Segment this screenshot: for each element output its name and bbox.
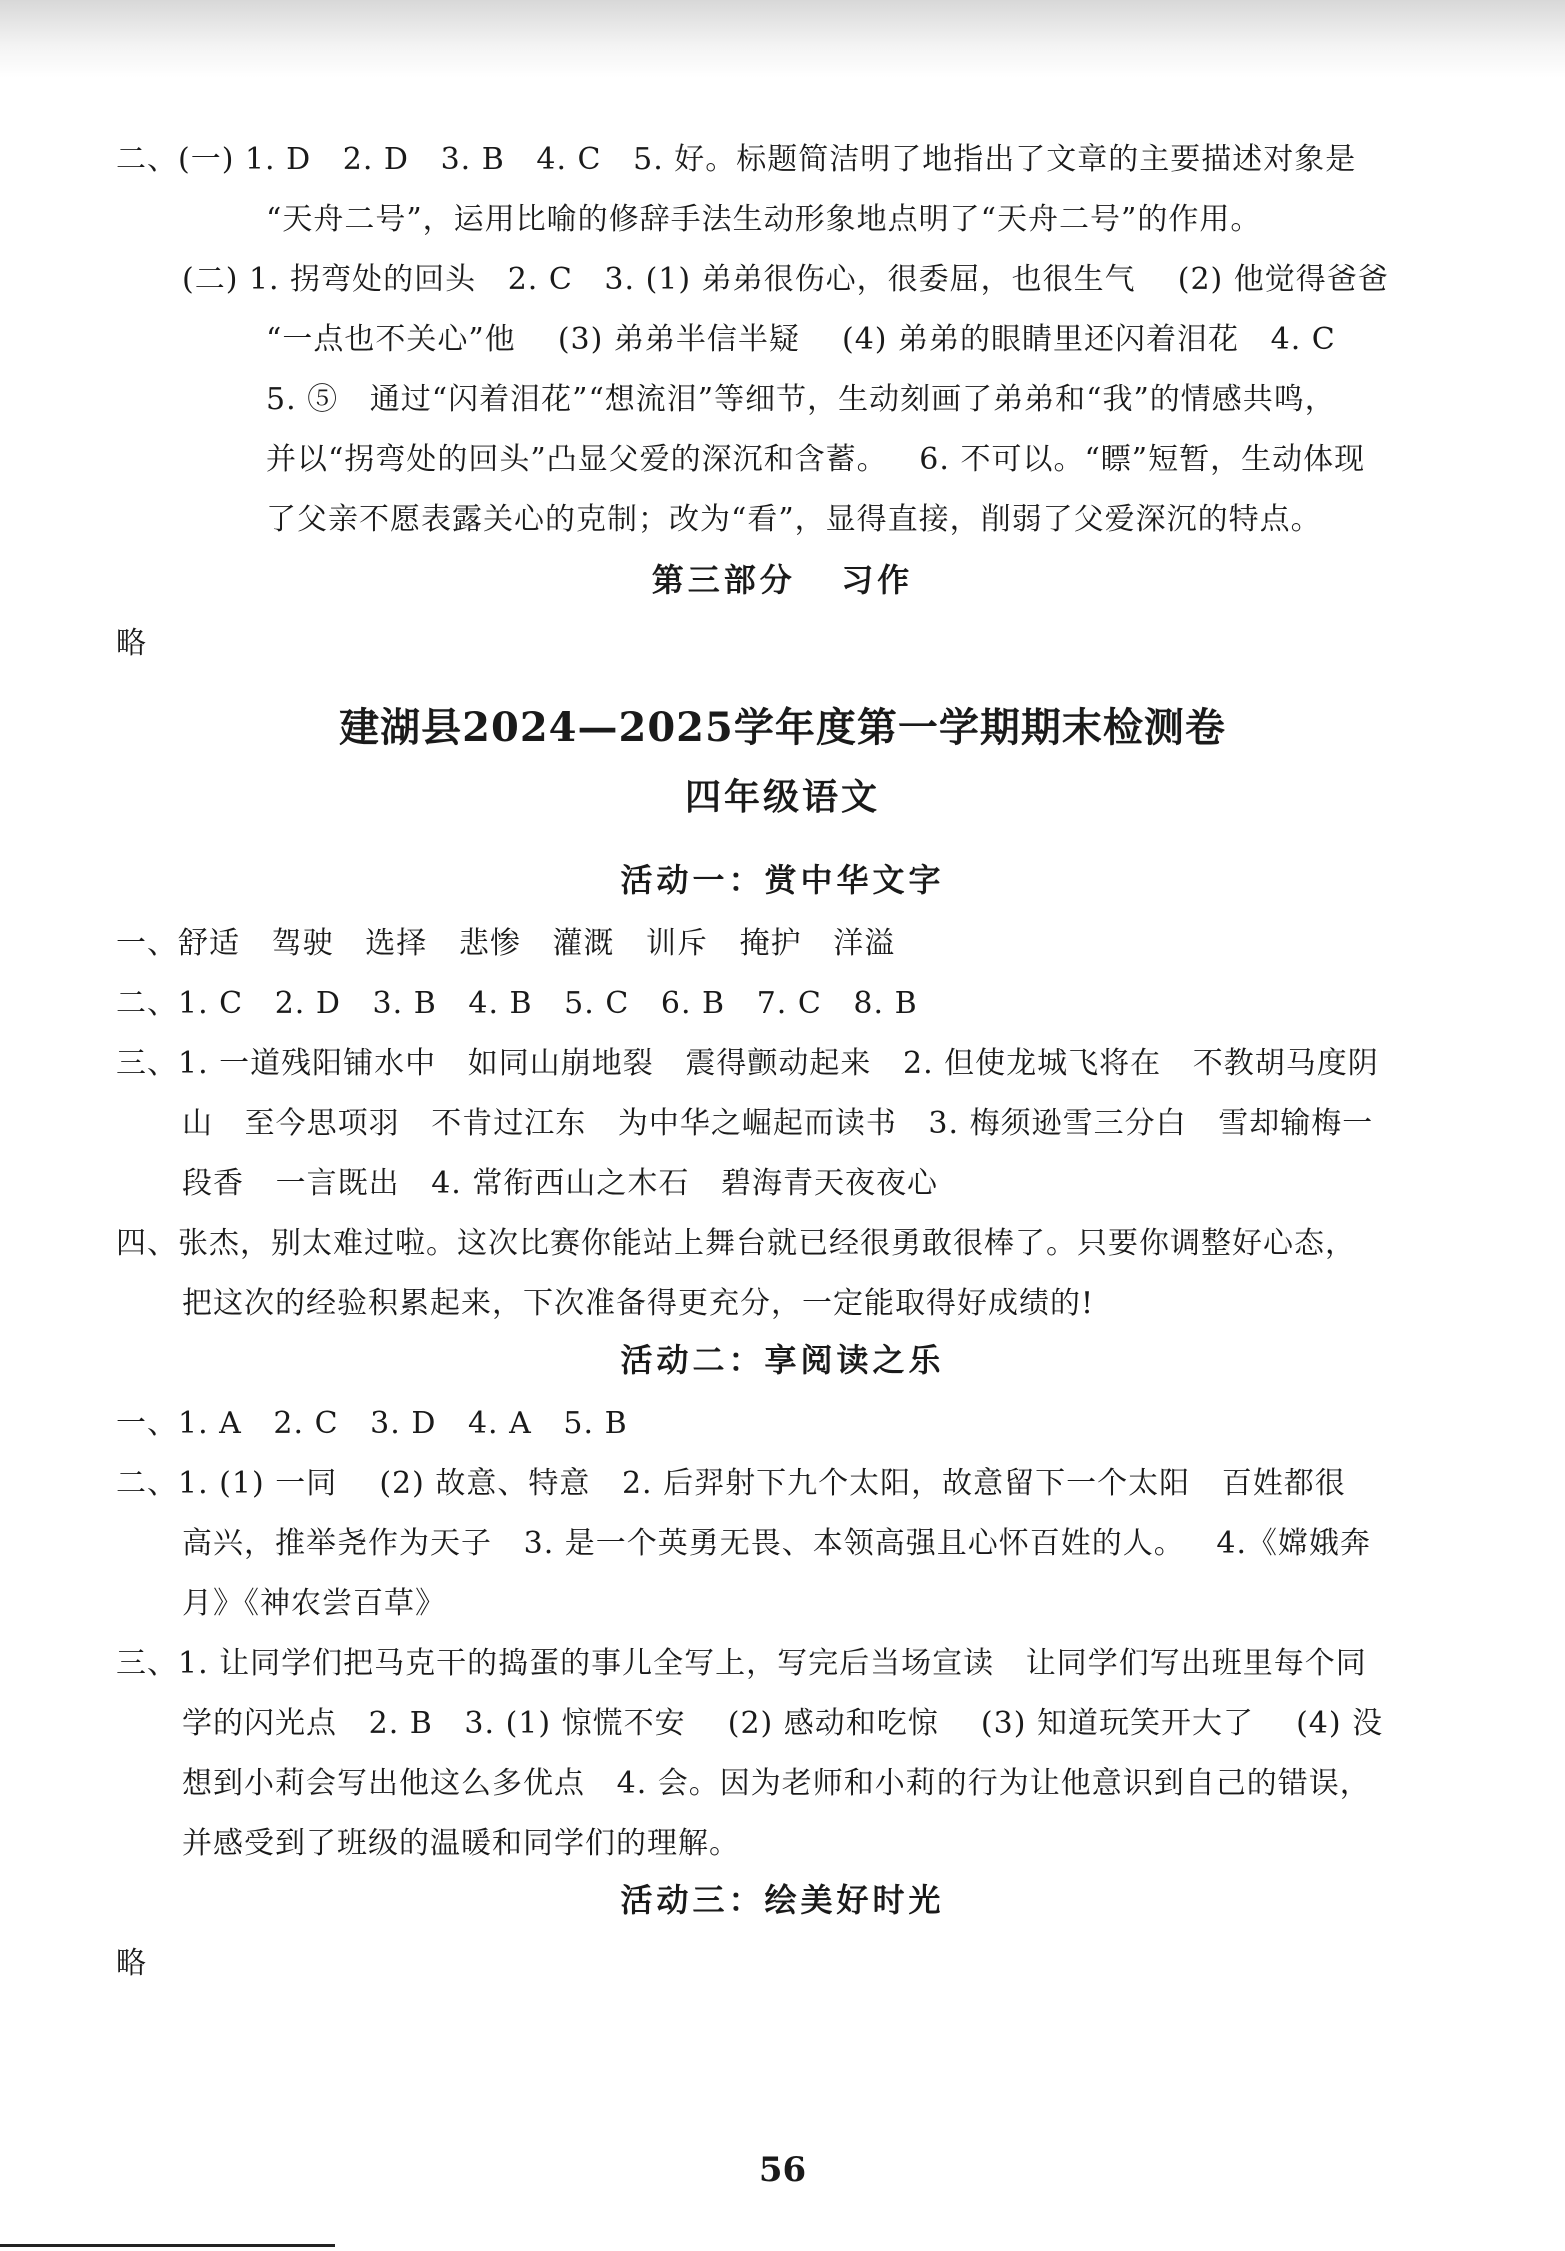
answer-line: 段香 一言既出 4. 常衔西山之木石 碧海青天夜夜心: [182, 1166, 938, 1201]
page-number: 56: [758, 2150, 807, 2190]
answer-line: 了父亲不愿表露关心的克制；改为“看”，显得直接，削弱了父爱深沉的特点。: [266, 502, 1322, 537]
answer-line: 学的闪光点 2. B 3. (1) 惊慌不安 (2) 感动和吃惊 (3) 知道玩笑开大了 (4) 没: [182, 1706, 1384, 1741]
answer-line: 并感受到了班级的温暖和同学们的理解。: [182, 1826, 740, 1861]
activity2-heading: 活动二：享阅读之乐: [620, 1341, 945, 1379]
answer-line: “一点也不关心”他 (3) 弟弟半信半疑 (4) 弟弟的眼睛里还闪着泪花 4. C: [266, 322, 1336, 357]
answer-line: 一、舒适 驾驶 选择 悲惨 灌溉 训斥 掩护 洋溢: [116, 926, 896, 961]
answer-line: (二) 1. 拐弯处的回头 2. C 3. (1) 弟弟很伤心，很委屈，也很生气 (2) 他觉得爸爸: [182, 262, 1389, 297]
exam-subtitle: 四年级语文: [684, 776, 880, 818]
bottom-rule: [0, 2244, 335, 2247]
answer-line: 高兴，推举尧作为天子 3. 是一个英勇无畏、本领高强且心怀百姓的人。 4.《嫦娥奔: [182, 1526, 1371, 1561]
part3-answer: 略: [116, 626, 147, 661]
answer-line: 四、张杰，别太难过啦。这次比赛你能站上舞台就已经很勇敢很棒了。只要你调整好心态，: [116, 1226, 1356, 1261]
exam-title: 建湖县2024—2025学年度第一学期期末检测卷: [339, 704, 1226, 751]
answer-line: “天舟二号”，运用比喻的修辞手法生动形象地点明了“天舟二号”的作用。: [266, 202, 1262, 237]
answer-line: 一、1. A 2. C 3. D 4. A 5. B: [116, 1406, 628, 1441]
answer-line: 二、1. C 2. D 3. B 4. B 5. C 6. B 7. C 8. B: [116, 986, 918, 1021]
activity3-answer: 略: [116, 1946, 147, 1981]
answer-line: 月》《神农尝百草》: [182, 1586, 446, 1621]
answer-line: 5. ⑤ 通过“闪着泪花”“想流泪”等细节，生动刻画了弟弟和“我”的情感共鸣，: [266, 382, 1336, 417]
answer-line: 山 至今思项羽 不肯过江东 为中华之崛起而读书 3. 梅须逊雪三分白 雪却输梅一: [182, 1106, 1374, 1141]
activity3-heading: 活动三：绘美好时光: [620, 1881, 945, 1919]
answer-line: 二、1. (1) 一同 (2) 故意、特意 2. 后羿射下九个太阳，故意留下一个太阳 百姓都很: [116, 1466, 1346, 1501]
answer-line: 想到小莉会写出他这么多优点 4. 会。因为老师和小莉的行为让他意识到自己的错误，: [182, 1766, 1371, 1801]
activity1-heading: 活动一：赏中华文字: [620, 861, 945, 899]
answer-line: 三、1. 让同学们把马克干的捣蛋的事儿全写上，写完后当场宣读 让同学们写出班里每个同: [116, 1646, 1367, 1681]
answer-line: 三、1. 一道残阳铺水中 如同山崩地裂 震得颤动起来 2. 但使龙城飞将在 不教胡马度阴: [116, 1046, 1379, 1081]
scan-top-shadow: [0, 0, 1565, 78]
answer-line: 并以“拐弯处的回头”凸显父爱的深沉和含蓄。 6. 不可以。“瞟”短暂，生动体现: [266, 442, 1366, 477]
answer-line: 二、(一) 1. D 2. D 3. B 4. C 5. 好。标题简洁明了地指出了文章的主要描述对象是: [116, 142, 1357, 177]
answer-line: 把这次的经验积累起来，下次准备得更充分，一定能取得好成绩的!: [182, 1286, 1095, 1321]
part3-heading: 第三部分 习作: [651, 561, 914, 599]
